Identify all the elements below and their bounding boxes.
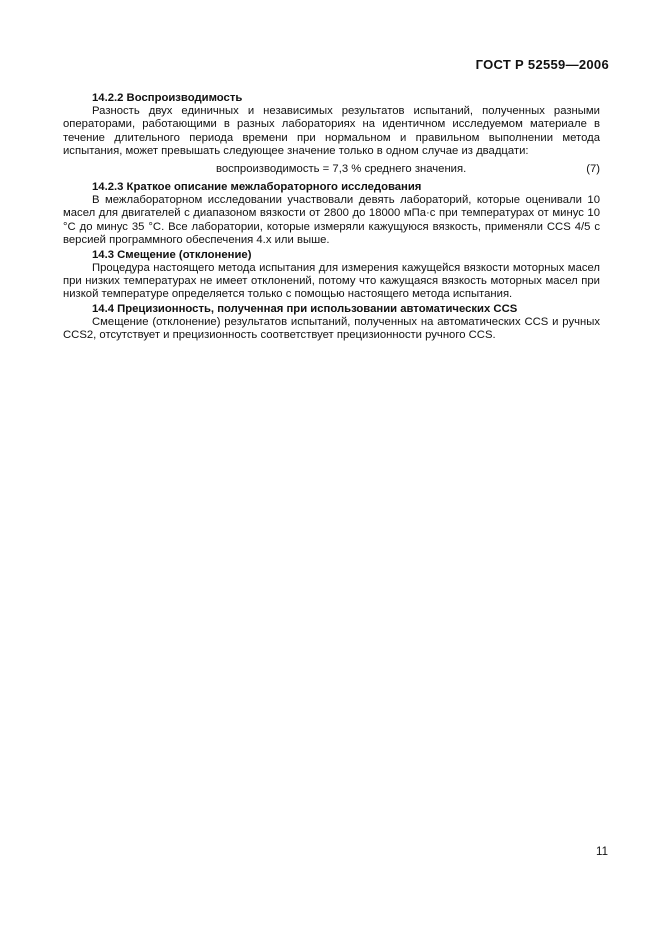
formula-number: (7) [586, 162, 600, 175]
paragraph: Процедура настоящего метода испытания для измерения кажущейся вязкости моторных масел при низких температурах не имеет отклонений, потому что кажущаяся вязкость моторных масел при низкой температуре определяется только с помощью настоящего метода испытания. [63, 261, 600, 301]
section-bias [63, 248, 600, 302]
section-heading: 14.2.2 Воспроизводимость [92, 92, 243, 104]
section-heading: 14.4 Прецизионность, полученная при использовании автоматических CCS [92, 302, 518, 315]
document-id-header: ГОСТ Р 52559—2006 [475, 57, 609, 72]
formula [63, 163, 600, 176]
document-body [63, 91, 600, 343]
paragraph: Разность двух единичных и независимых результатов испытаний, полученных разными операторами, работающими в разных лабораториях на идентичном исследуемом материале в течение длительного периода времени при нормальном и правильном выполнении метода испытания, может превышать следующее значение только в одном случае из двадцати: [63, 105, 600, 158]
formula-expression: воспроизводимость = 7,3 % среднего значения. [216, 162, 467, 175]
section-reproducibility [63, 91, 600, 176]
paragraph: В межлабораторном исследовании участвовали девять лабораторий, которые оценивали 10 масел для двигателей с диапазоном вязкости от 2800 до 18000 мПа·с при температурах от минус 10 °С до минус 35 °С. Все лаборатории, которые измеряли кажущуюся вязкость, применяли CCS 4/5 с версией программного обеспечения 4.х или выше. [63, 194, 600, 247]
paragraph: Смещение (отклонение) результатов испытаний, полученных на автоматических CCS и ручных CCS2, отсутствует и прецизионность соответствует прецизионности ручного CCS. [63, 315, 600, 342]
section-heading: 14.3 Смещение (отклонение) [92, 248, 252, 261]
section-heading: 14.2.3 Краткое описание межлабораторного исследования [92, 181, 422, 194]
page-number: 11 [596, 846, 608, 858]
section-interlab-study [63, 180, 600, 248]
section-automatic-ccs-precision [63, 302, 600, 343]
